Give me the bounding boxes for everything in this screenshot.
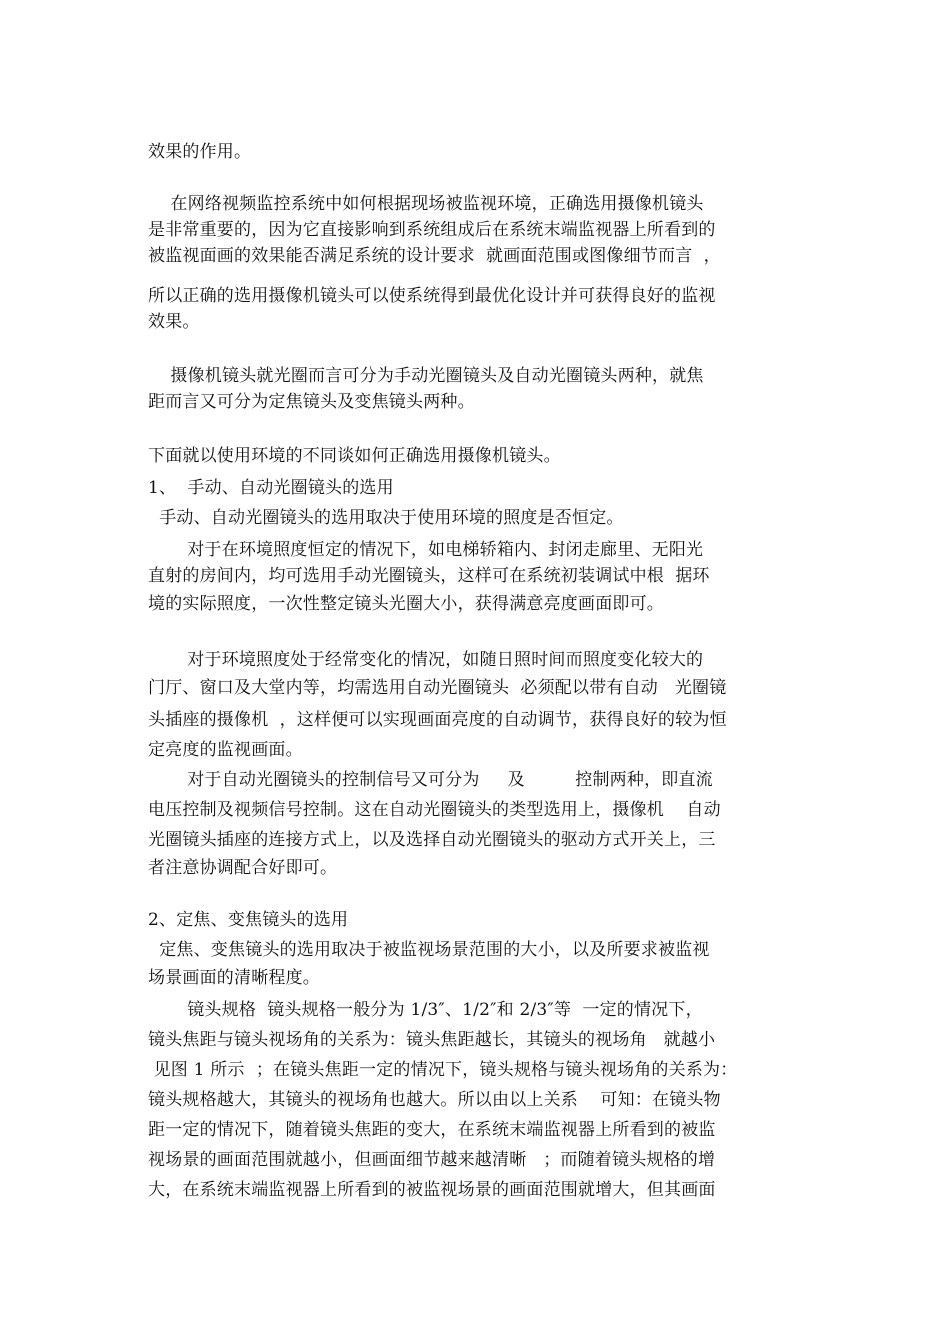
text-line: 视场景的画面范围就越小，但画面细节越来越清晰 ；而随着镜头规格的增 (148, 1150, 716, 1170)
text-line: 镜头规格越大，其镜头的视场角也越大。所以由以上关系 可知：在镜头物 (148, 1090, 721, 1110)
text-line: 是非常重要的，因为它直接影响到系统组成后在系统末端监视器上所看到的 (148, 220, 716, 240)
text-line: 所以正确的选用摄像机镜头可以使系统得到最优化设计并可获得良好的监视 (148, 286, 716, 306)
text-line: 效果。 (148, 312, 200, 332)
text-line: 对于环境照度处于经常变化的情况，如随日照时间而照度变化较大的 (148, 650, 704, 670)
text-line: 大，在系统末端监视器上所看到的被监视场景的画面范围就增大，但其画面 (148, 1180, 716, 1200)
text-line: 距而言又可分为定焦镜头及变焦镜头两种。 (148, 392, 475, 412)
text-line: 电压控制及视频信号控制。这在自动光圈镜头的类型选用上，摄像机 自动 (148, 800, 721, 820)
text-line: 光圈镜头插座的连接方式上，以及选择自动光圈镜头的驱动方式开关上，三 (148, 830, 716, 850)
text-line: 效果的作用。 (148, 142, 252, 162)
text-line: 在网络视频监控系统中如何根据现场被监视环境，正确选用摄像机镜头 (148, 194, 704, 214)
text-line: 摄像机镜头就光圈而言可分为手动光圈镜头及自动光圈镜头两种，就焦 (148, 366, 704, 386)
text-line: 定焦、变焦镜头的选用取决于被监视场景范围的大小，以及所要求被监视 (148, 940, 710, 960)
text-line: 定亮度的监视画面。 (148, 740, 303, 760)
text-line: 头插座的摄像机 ，这样便可以实现画面亮度的自动调节，获得良好的较为恒 (148, 710, 727, 730)
text-line: 镜头焦距与镜头视场角的关系为：镜头焦距越长，其镜头的视场角 就越小 (148, 1030, 716, 1050)
text-line: 场景画面的清晰程度。 (148, 968, 320, 988)
text-line: 见图 1 所示 ；在镜头焦距一定的情况下，镜头规格与镜头视场角的关系为： (148, 1060, 738, 1080)
text-line: 直射的房间内，均可选用手动光圈镜头，这样可在系统初装调试中根 据环 (148, 566, 710, 586)
section-heading: 1、 手动、自动光圈镜头的选用 (148, 478, 394, 498)
text-line: 对于在环境照度恒定的情况下，如电梯轿箱内、封闭走廊里、无阳光 (148, 540, 704, 560)
text-line: 对于自动光圈镜头的控制信号又可分为 及 控制两种，即直流 (148, 770, 713, 790)
text-line: 者注意协调配合好即可。 (148, 858, 338, 878)
text-line: 被监视面画的效果能否满足系统的设计要求 就画面范围或图像细节而言 ， (148, 246, 721, 266)
section-heading: 2、定焦、变焦镜头的选用 (148, 910, 349, 930)
text-line: 手动、自动光圈镜头的选用取决于使用环境的照度是否恒定。 (148, 508, 624, 528)
text-line: 镜头规格 镜头规格一般分为 1/3″、1/2″和 2/3″等 一定的情况下， (148, 1000, 703, 1020)
text-line: 下面就以使用环境的不同谈如何正确选用摄像机镜头。 (148, 446, 561, 466)
text-line: 门厅、窗口及大堂内等，均需选用自动光圈镜头 必须配以带有自动 光圈镜 (148, 678, 727, 698)
text-line: 境的实际照度，一次性整定镜头光圈大小，获得满意亮度画面即可。 (148, 594, 664, 614)
text-line: 距一定的情况下，随着镜头焦距的变大，在系统末端监视器上所看到的被监 (148, 1120, 716, 1140)
